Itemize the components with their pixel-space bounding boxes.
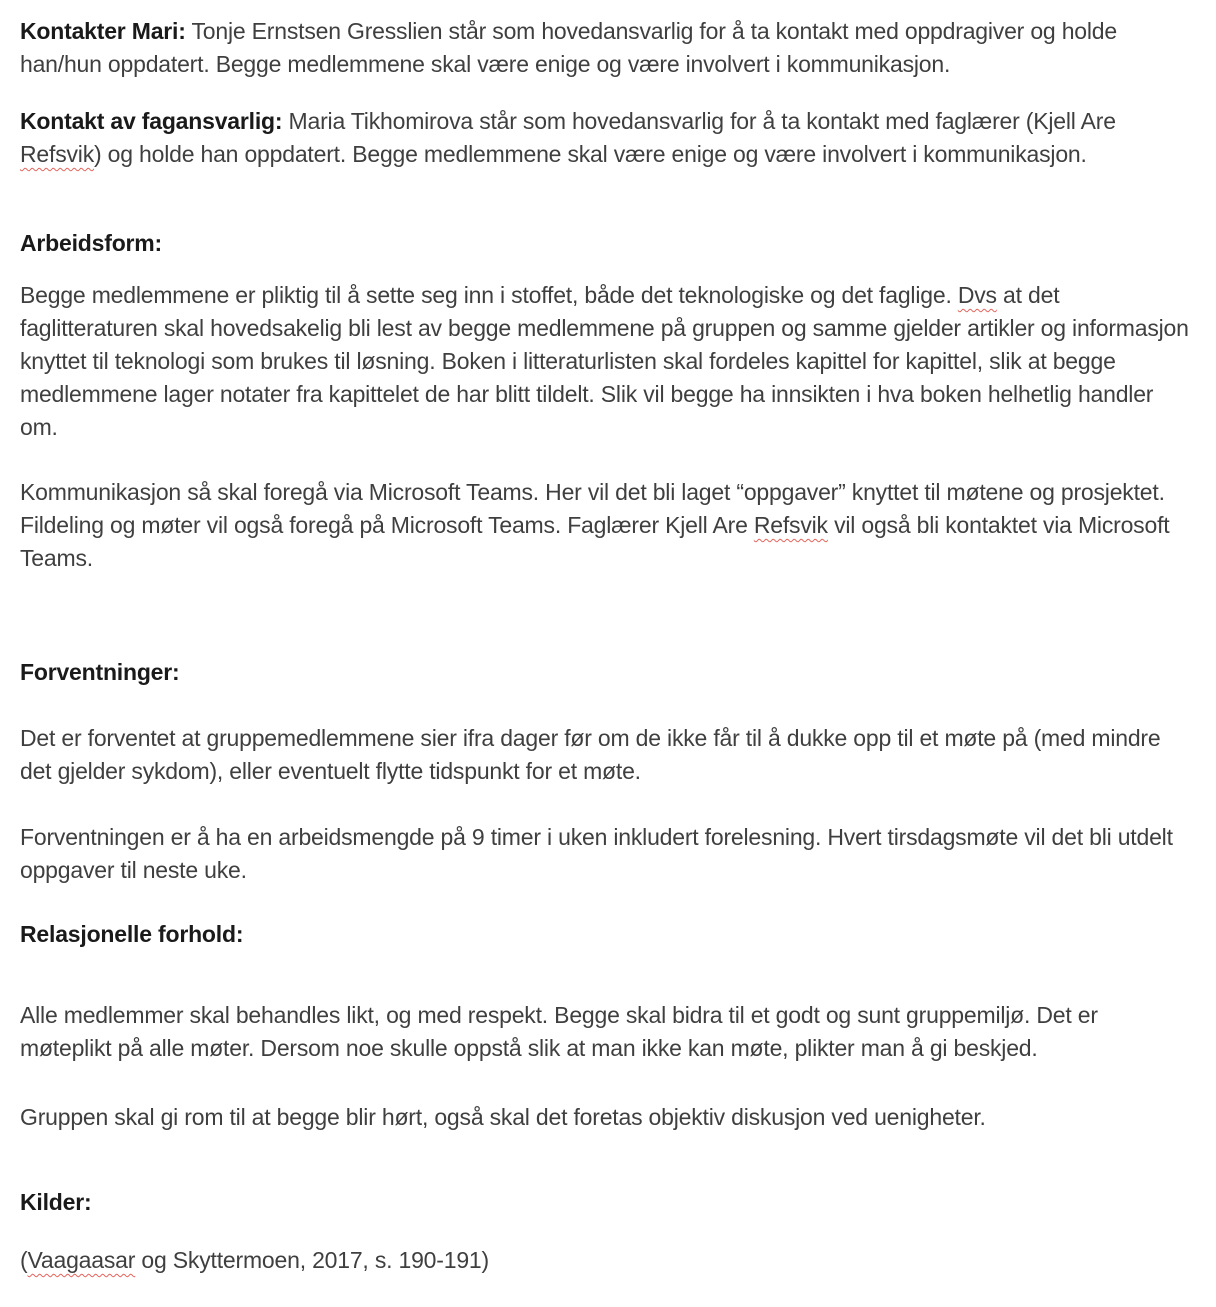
misspelled-word-refsvik: Refsvik [20,141,95,167]
misspelled-word-refsvik-2: Refsvik [753,512,828,538]
paragraph-text: Begge medlemmene er pliktig til å sette seg inn i stoffet, både det teknologiske og det faglige. [20,282,958,308]
heading-arbeidsform: Arbeidsform: [20,230,163,256]
paragraph-lead-kontakter-mari: Kontakter Mari: [20,18,186,44]
paragraph-relasjonelle-2: Gruppen skal gi rom til at begge blir hørt, også skal det foretas objektiv diskusjon ved uenigheter. [20,1104,986,1130]
paragraph-text: Tonje Ernstsen Gresslien står som hovedansvarlig for å ta kontakt med oppdragiver og holde han/hun oppdatert. Begge medlemmene skal være enige og være involvert i kommunikasjon. [20,18,1117,77]
paragraph-text: Maria Tikhomirova står som hovedansvarlig for å ta kontakt med faglærer (Kjell Are [282,108,1116,134]
paragraph-kontakter-mari [20,15,1194,81]
paragraph-citation [20,1244,1194,1277]
heading-forventninger: Forventninger: [20,659,180,685]
paragraph-text: at det faglitteraturen skal hovedsakelig bli lest av begge medlemmene på gruppen og samme gjelder artikler og informasjon knyttet til teknologi som brukes til løsning. Boken i litteraturlisten skal fordeles kapittel for kapittel, slik at begge medlemmene lager notater fra kapittelet de har blitt tildelt. Slik vil begge ha innsikten i hva boken helhetlig handler om. [20,282,1189,440]
paragraph-text: Kommunikasjon så skal foregå via Microsoft Teams. Her vil det bli laget “oppgaver” knyttet til møtene og prosjektet. Fildeling og møter vil også foregå på Microsoft Teams. Faglærer Kjell Are [20,479,1165,538]
paragraph-arbeidsform-1 [20,279,1194,444]
paragraph-kontakt-fagansvarlig [20,105,1194,171]
heading-kilder: Kilder: [20,1189,92,1215]
misspelled-word-vaagaasar: Vaagaasar [27,1247,136,1273]
paragraph-lead-kontakt-fagansvarlig: Kontakt av fagansvarlig: [20,108,283,134]
paragraph-text: og Skyttermoen, 2017, s. 190-191) [135,1247,489,1273]
paragraph-text: ) og holde han oppdatert. Begge medlemmene skal være enige og være involvert i kommunikasjon. [94,141,1087,167]
misspelled-word-dvs: Dvs [957,282,997,308]
paragraph-forventninger-1: Det er forventet at gruppemedlemmene sier ifra dager før om de ikke får til å dukke opp til et møte på (med mindre det gjelder sykdom), eller eventuelt flytte tidspunkt for et møte. [20,725,1161,784]
paragraph-relasjonelle-1: Alle medlemmer skal behandles likt, og med respekt. Begge skal bidra til et godt og sunt gruppemiljø. Det er møteplikt på alle møter. Dersom noe skulle oppstå slik at man ikke kan møte, plikter man å gi beskjed. [20,1002,1098,1061]
paragraph-forventninger-2: Forventningen er å ha en arbeidsmengde på 9 timer i uken inkludert forelesning. Hvert tirsdagsmøte vil det bli utdelt oppgaver til neste uke. [20,824,1173,883]
heading-relasjonelle-forhold: Relasjonelle forhold: [20,921,244,947]
paragraph-text: ( [20,1247,28,1273]
paragraph-arbeidsform-2 [20,476,1194,575]
paragraph-text: vil også bli kontaktet via Microsoft Teams. [20,512,1170,571]
